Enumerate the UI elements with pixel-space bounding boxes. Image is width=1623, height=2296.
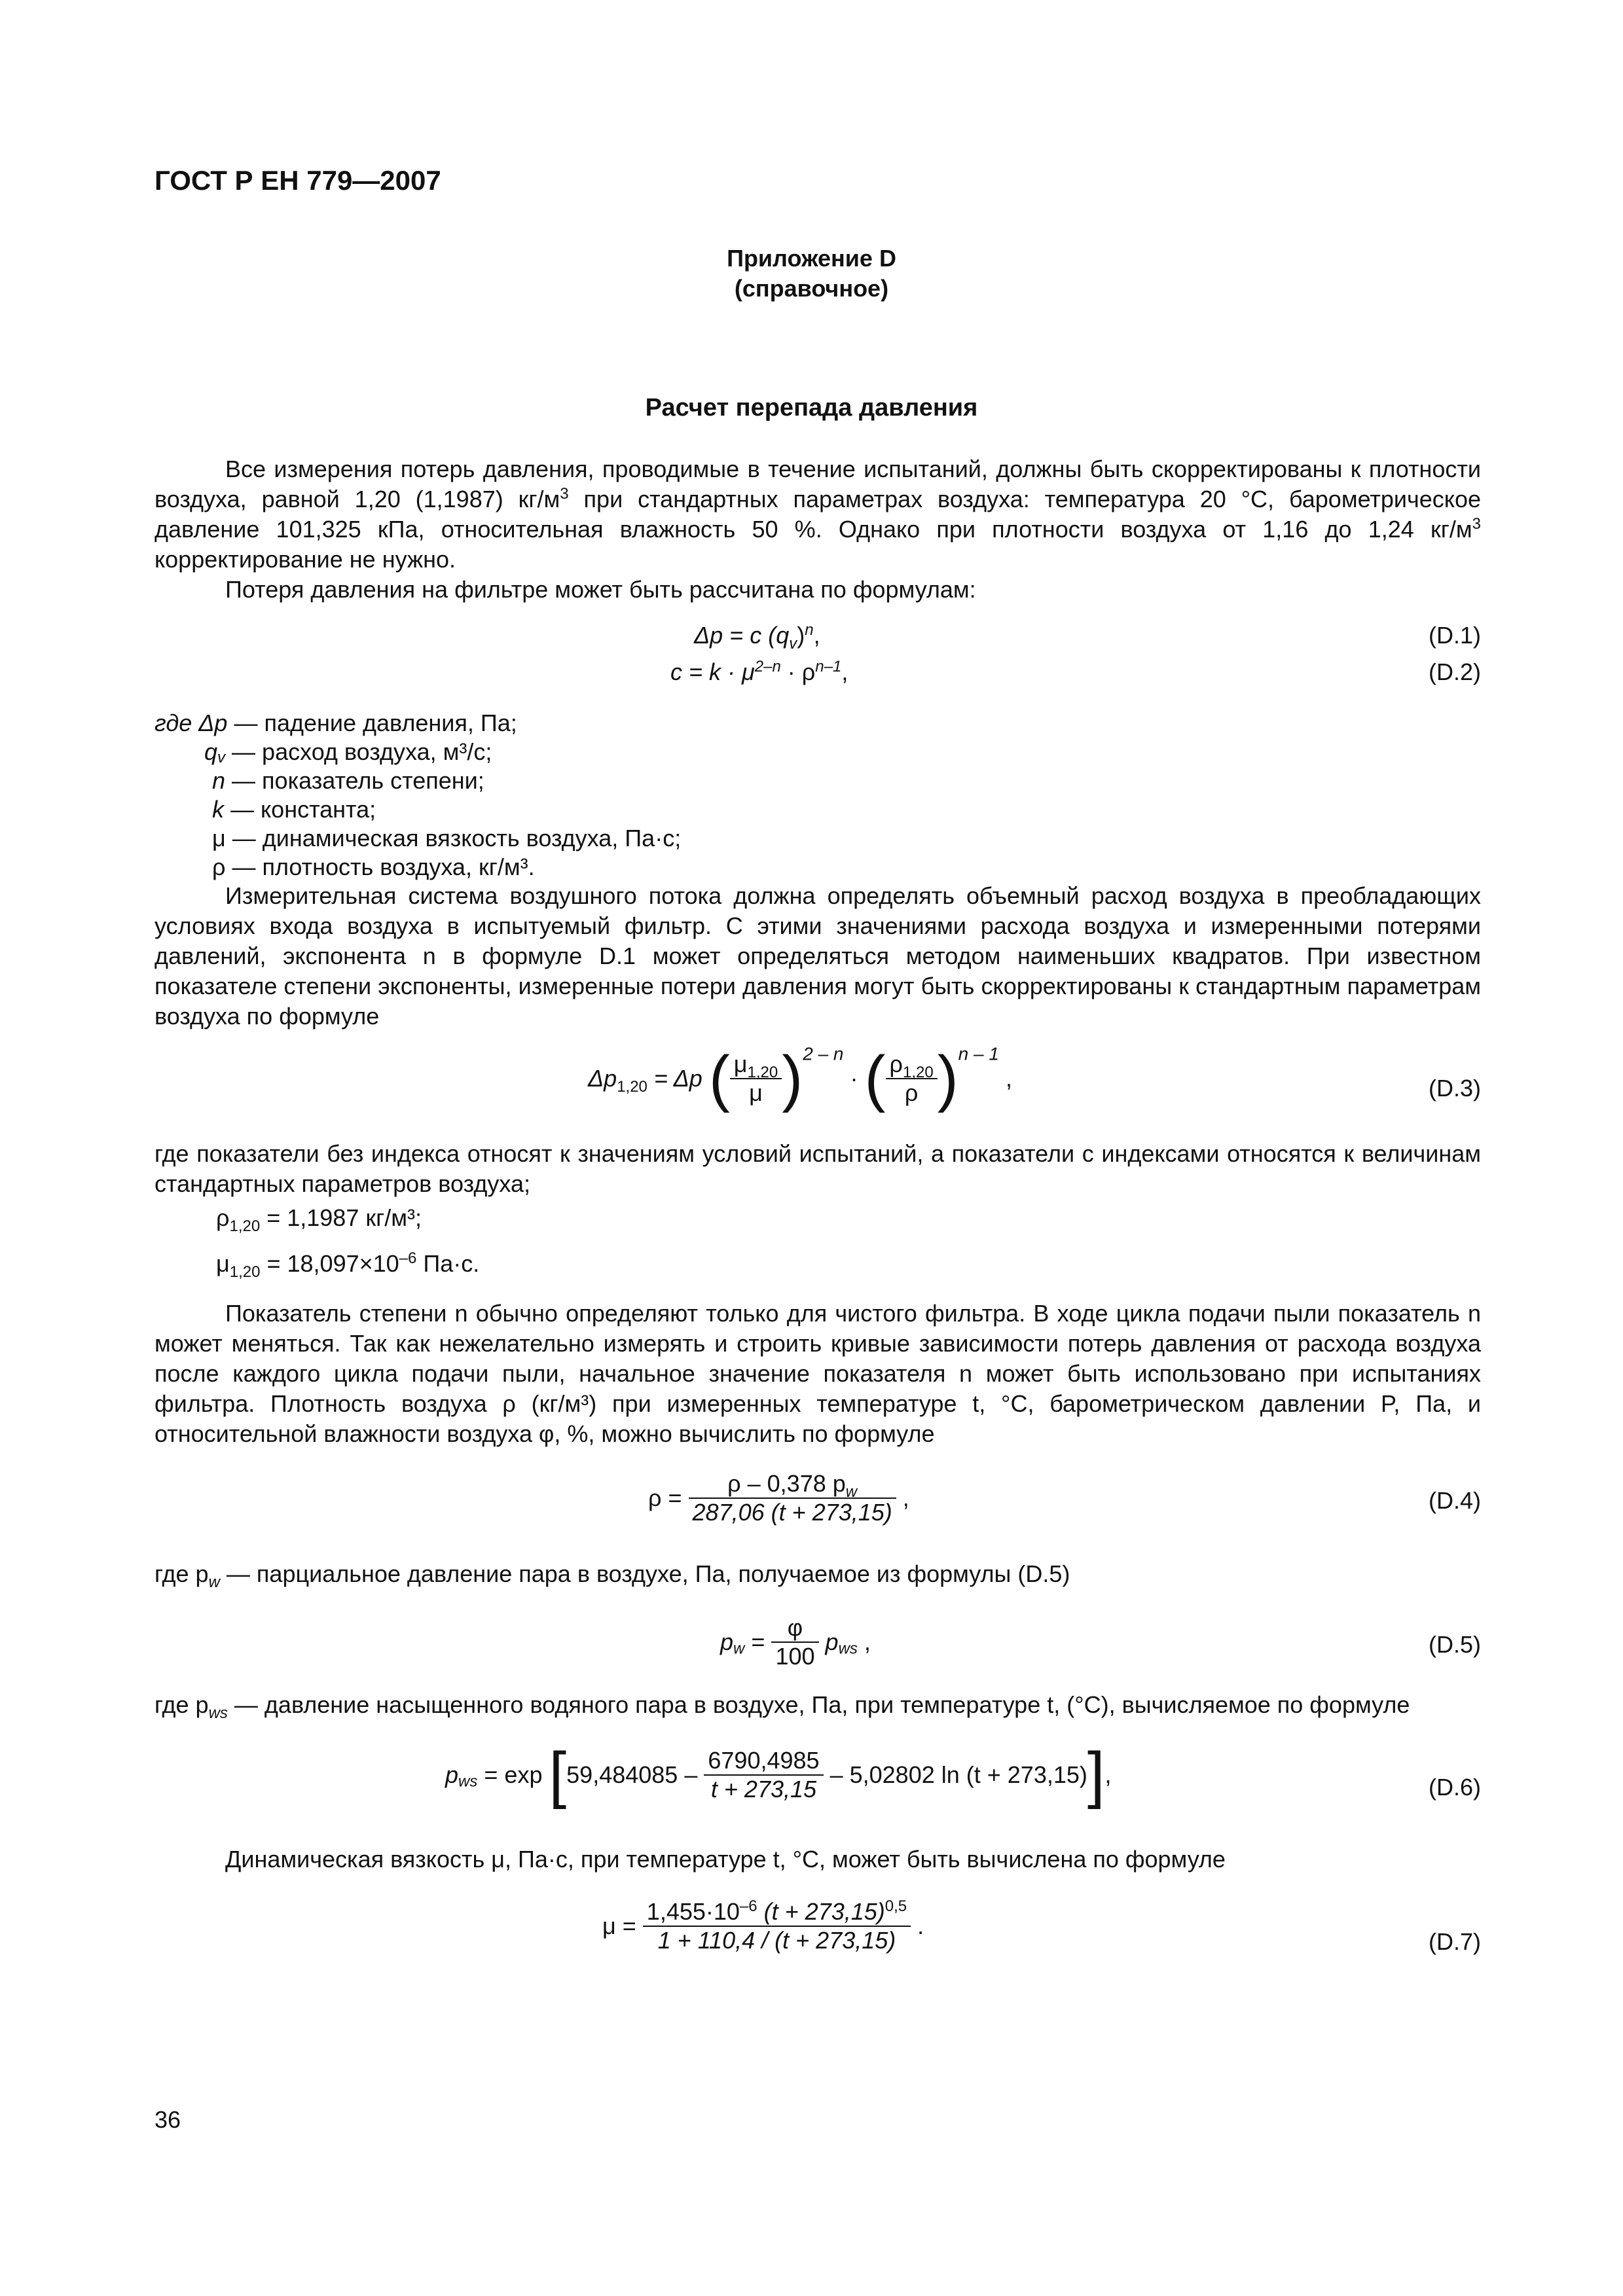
standard-viscosity: $\mu_{1,20} = 18,097\times 10^{-6}$ Па·с. (216, 1249, 480, 1282)
paragraph-2: Потеря давления на фильтре может быть рассчитана по формулам: (225, 576, 976, 603)
equation-number-d3: (D.3) (1429, 1075, 1481, 1102)
equation-d1: Δp = c $(q_v)^n$, (694, 621, 820, 653)
definition-k: k — константа; (212, 796, 376, 823)
definition-mu: μ — динамическая вязкость воздуха, Па·с; (212, 825, 682, 852)
annex-kind: (справочное) (734, 275, 889, 302)
equation-d5: $p_w$ = $\frac{\varphi}{100}$ $p_{ws}$ , (720, 1614, 871, 1670)
definition-delta-p: где Δp — падение давления, Па; (155, 709, 517, 736)
paragraph-1: Все измерения потерь давления, проводимые в течение испытаний, должны быть скорректированы к плотности воздуха, равной 1,20 (1,1987) $кг/м^3$ при стандартных параметрах воздуха: температура 20 °С, барометрическое давление 101,325 кПа, относительная влажность 50 %. Однако при плотности воздуха от 1,16 до 1,24 $кг/м^3$ корректирование не нужно. (155, 456, 1481, 573)
definition-rho: ρ — плотность воздуха, кг/м³. (212, 853, 535, 880)
annex-title: Приложение D (727, 245, 896, 272)
page-number: 36 (155, 2106, 181, 2133)
paragraph-7: где $p_{ws}$ — давление насыщенного водяного пара в воздухе, Па, при температуре t, (°С), вычисляемое по формуле (155, 1691, 1410, 1723)
document-header: ГОСТ Р ЕН 779—2007 (155, 165, 441, 196)
paragraph-4: где показатели без индекса относят к значениям условий испытаний, а показатели с индексами относятся к величинам стандартных параметров воздуха; (155, 1140, 1481, 1197)
equation-number-d1: (D.1) (1429, 622, 1481, 649)
paragraph-3: Измерительная система воздушного потока должна определять объемный расход воздуха в преобладающих условиях входа воздуха в испытуемый фильтр. С этими значениями расхода воздуха и измеренными потерями давлений, экспонента n в формуле D.1 может определяться методом наименьших квадратов. При известном показателе степени экспоненты, измеренные потери давления могут быть скорректированы к стандартным параметрам воздуха по формуле (155, 882, 1481, 1030)
equation-d3: $\Delta p_{1,20} = \Delta p$ ( $\frac{\mu_{1,20}}{\mu}$ )$^{2 - n}$ · ( $\frac{\rho_{1,20}}{\rho}$ )$^{n - 1}$ , (588, 1043, 1012, 1113)
paragraph-8: Динамическая вязкость μ, Па·с, при температуре t, °С, может быть вычислена по формуле (225, 1846, 1226, 1873)
equation-number-d4: (D.4) (1429, 1487, 1481, 1514)
section-title: Расчет перепада давления (645, 394, 978, 422)
standard-density: $\rho_{1,20} = 1,1987$ кг/м³; (216, 1204, 422, 1236)
equation-number-d7: (D.7) (1429, 1928, 1481, 1955)
definition-qv: $q_v$ — расход воздуха, м³/с; (204, 738, 492, 767)
equation-d2: $c = k \cdot \mu^{2-n} \cdot \rho^{n-1}$, (670, 658, 848, 685)
equation-d6: $p_{ws} = \exp [59,484085$ – $\frac{6790,4985}{t + 273,15}$ – 5,02802 ln (t + 273,15)], (445, 1740, 1112, 1810)
equation-d7: μ = $\frac{1,455\cdot 10^{-6} (t + 273,15)^{0,5}}{1 + 110,4 / (t + 273,15)}$ . (602, 1897, 924, 1954)
paragraph-6: где $p_w$ — парциальное давление пара в воздухе, Па, получаемое из формулы (D.5) (155, 1560, 1070, 1592)
paragraph-5: Показатель степени n обычно определяют только для чистого фильтра. В ходе цикла подачи пыли показатель n может меняться. Так как нежелательно измерять и строить кривые зависимости потерь давления от расхода воздуха после каждого цикла подачи пыли, начальное значение показателя n может быть использовано при испытаниях фильтра. Плотность воздуха ρ (кг/м³) при измеренных температуре t, °С, барометрическом давлении P, Па, и относительной влажности воздуха φ, %, можно вычислить по формуле (155, 1300, 1481, 1447)
equation-d4: ρ = $\frac{\rho - 0,378 p_w}{287,06 (t + 273,15)}$ , (648, 1470, 909, 1526)
equation-number-d5: (D.5) (1429, 1631, 1481, 1658)
equation-number-d6: (D.6) (1429, 1774, 1481, 1801)
definition-n: n — показатель степени; (212, 767, 484, 794)
equation-number-d2: (D.2) (1429, 658, 1481, 685)
